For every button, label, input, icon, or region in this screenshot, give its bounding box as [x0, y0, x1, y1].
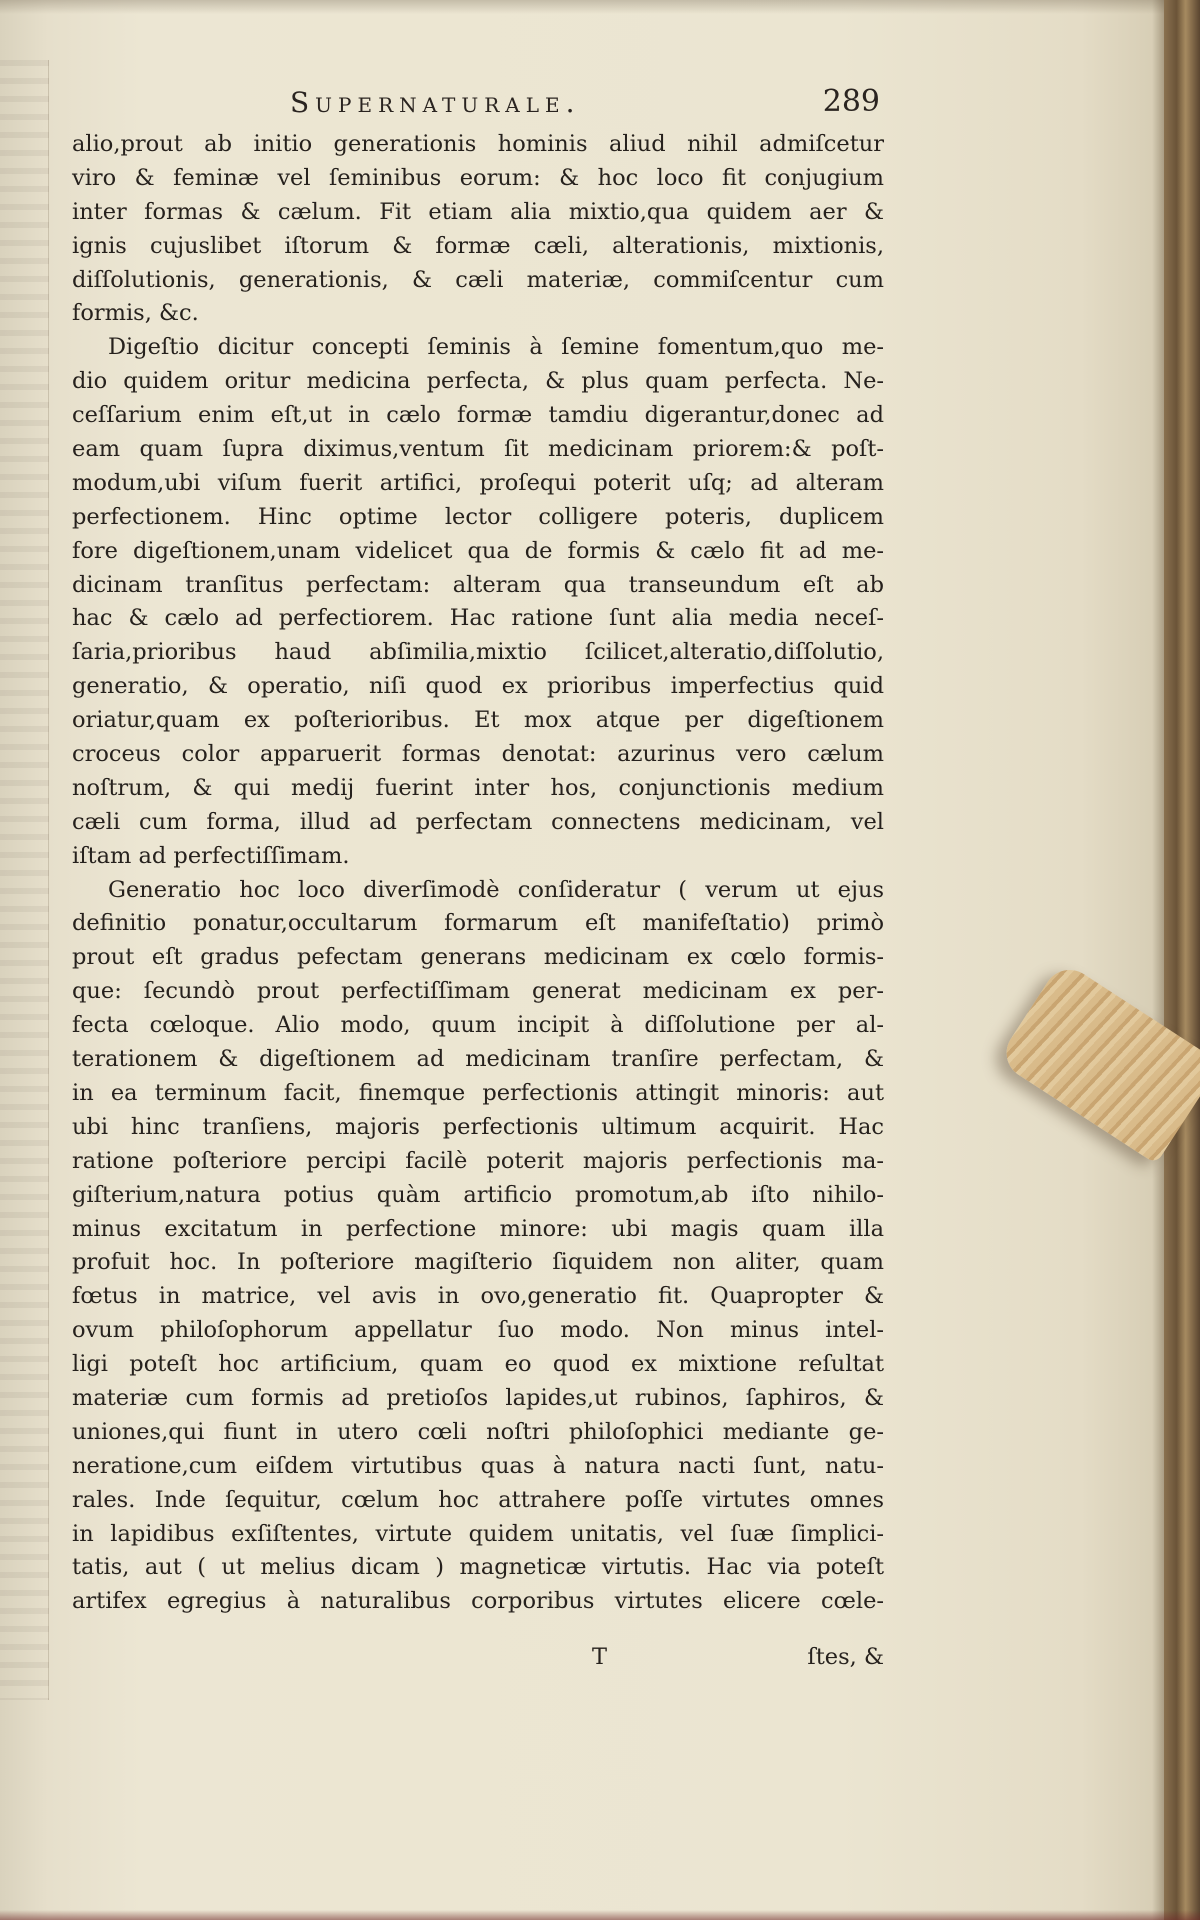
text-line: fecta cœloque. Alio modo, quum incipit à diſſolutione per al-	[72, 1012, 884, 1039]
bottom-edge-shadow	[0, 1910, 1200, 1920]
text-line: noſtrum, & qui medij fuerint inter hos, conjunctionis medium	[72, 774, 884, 801]
text-line: Digeſtio dicitur concepti ſeminis à ſemine fomentum,quo me-	[108, 334, 884, 361]
text-line: tatis, aut ( ut melius dicam ) magneticæ virtutis. Hac via poteſt	[72, 1554, 884, 1581]
text-line: alio,prout ab initio generationis hominis aliud nihil admiſcetur	[72, 131, 884, 157]
text-line: formis, &c.	[72, 300, 199, 327]
top-shadow	[0, 0, 1200, 14]
text-line: in lapidibus exſiſtentes, virtute quidem unitatis, vel ſuæ ſimplici-	[72, 1520, 884, 1547]
page-number: 289	[822, 84, 880, 119]
text-line: uniones,qui fiunt in utero cœli noſtri philoſophici mediante ge-	[72, 1418, 884, 1445]
text-line: perfectionem. Hinc optime lector colligere poteris, duplicem	[72, 503, 884, 530]
text-line: oriatur,quam ex poſterioribus. Et mox atque per digeſtionem	[72, 707, 884, 734]
text-line: giſterium,natura potius quàm artificio promotum,ab iſto nihilo-	[72, 1181, 884, 1208]
text-line: ligi poteſt hoc artificium, quam eo quod ex mixtione reſultat	[72, 1351, 884, 1378]
page-gutter-shadow	[1152, 0, 1164, 1920]
text-line: neratione,cum eiſdem virtutibus quas à natura nacti ſunt, natu-	[72, 1452, 884, 1479]
signature-mark: T	[592, 1644, 608, 1670]
text-line: definitio ponatur,occultarum formarum eſt manifeſtatio) primò	[72, 910, 884, 937]
text-line: ignis cujuslibet iſtorum & formæ cæli, alterationis, mixtionis,	[72, 232, 884, 259]
text-line: diſſolutionis, generationis, & cæli materiæ, commiſcentur cum	[72, 266, 884, 293]
text-line: rales. Inde ſequitur, cœlum hoc attrahere poſſe virtutes omnes	[72, 1486, 884, 1513]
text-line: eam quam ſupra diximus,ventum ſit medicinam priorem:& poſt-	[72, 436, 884, 463]
text-line: Generatio hoc loco diverſimodè conſideratur ( verum ut ejus	[108, 876, 884, 903]
text-line: cæli cum forma, illud ad perfectam connectens medicinam, vel	[72, 808, 884, 835]
text-line: iſtam ad perfectiſſimam.	[72, 842, 350, 869]
text-line: terationem & digeſtionem ad medicinam tranſire perfectam, &	[72, 1046, 884, 1073]
text-line: minus excitatum in perfectione minore: ubi magis quam illa	[72, 1215, 884, 1242]
text-line: ovum philoſophorum appellatur ſuo modo. Non minus intel-	[72, 1317, 884, 1344]
book-edge	[1164, 0, 1200, 1920]
text-line: ratione poſteriore percipi facilè poterit majoris perfectionis ma-	[72, 1147, 884, 1174]
text-line: viro & feminæ vel ſeminibus eorum: & hoc loco fit conjugium	[72, 164, 884, 191]
text-line: modum,ubi viſum fuerit artifici, proſequi poterit uſq; ad alteram	[72, 469, 884, 496]
body-text	[72, 128, 884, 1619]
text-line: inter formas & cælum. Fit etiam alia mixtio,qua quidem aer &	[72, 198, 884, 225]
running-header	[290, 80, 880, 120]
text-line: fœtus in matrice, vel avis in ovo,generatio fit. Quapropter &	[72, 1283, 884, 1310]
catchword: ſtes, &	[807, 1644, 884, 1670]
text-line: croceus color apparuerit formas denotat: azurinus vero cælum	[72, 741, 884, 768]
text-line: ubi hinc tranſiens, majoris perfectionis ultimum acquirit. Hac	[72, 1113, 884, 1140]
text-line: generatio, & operatio, niſi quod ex prioribus imperfectius quid	[72, 673, 884, 700]
text-line: artifex egregius à naturalibus corporibus virtutes elicere cœle-	[72, 1588, 884, 1615]
text-line: ceſſarium enim eſt,ut in cælo formæ tamdiu digerantur,donec ad	[72, 402, 884, 429]
text-line: prout eſt gradus pefectam generans medicinam ex cœlo formis-	[72, 944, 884, 971]
text-line: materiæ cum formis ad pretioſos lapides,ut rubinos, ſaphiros, &	[72, 1384, 884, 1411]
text-line: ſaria,prioribus haud abſimilia,mixtio ſcilicet,alteratio,diſſolutio,	[72, 639, 884, 666]
text-line: que: ſecundò prout perfectiſſimam generat medicinam ex per-	[72, 978, 884, 1005]
footer-row	[72, 1644, 884, 1678]
bleed-through-margin	[0, 60, 49, 1700]
text-line: dicinam tranſitus perfectam: alteram qua transeundum eſt ab	[72, 571, 884, 598]
text-line: profuit hoc. In poſteriore magiſterio ſiquidem non aliter, quam	[72, 1249, 884, 1276]
page-title: Supernaturale.	[290, 86, 581, 119]
text-line: hac & cælo ad perfectiorem. Hac ratione ſunt alia media neceſ-	[72, 605, 884, 632]
text-line: dio quidem oritur medicina perfecta, & plus quam perfecta. Ne-	[72, 368, 884, 395]
text-line: in ea terminum facit, finemque perfectionis attingit minoris: aut	[72, 1079, 884, 1106]
text-line: fore digeſtionem,unam videlicet qua de formis & cælo fit ad me-	[72, 537, 884, 564]
